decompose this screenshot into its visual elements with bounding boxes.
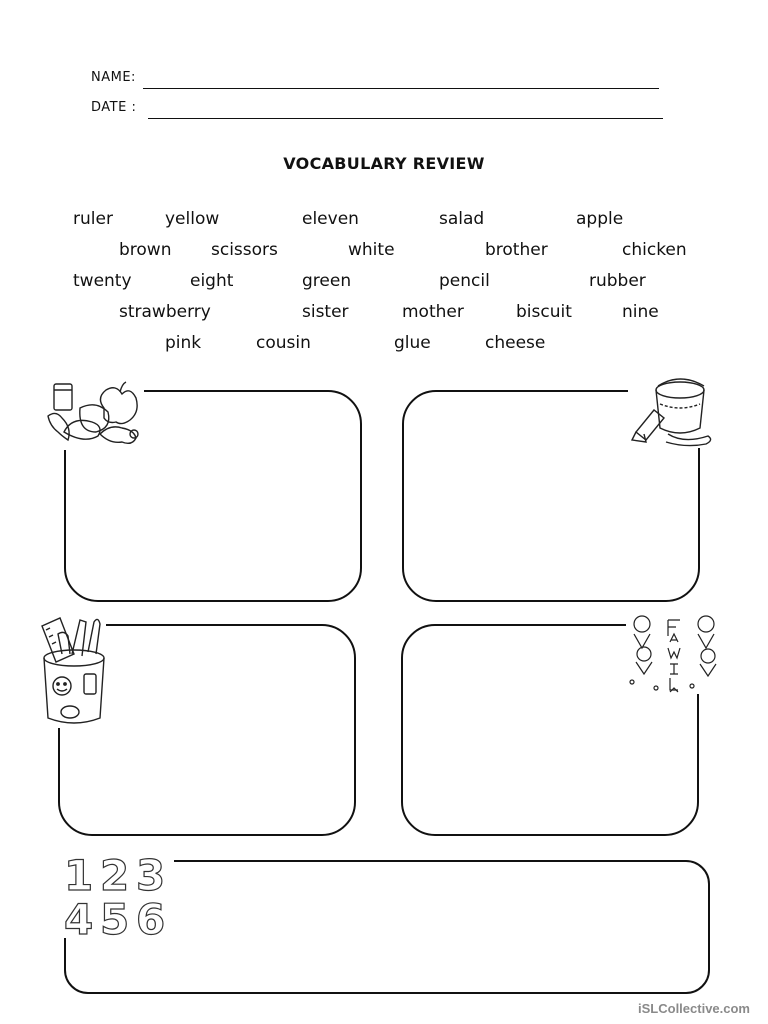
word: salad bbox=[439, 209, 485, 229]
word: green bbox=[302, 271, 352, 291]
word: twenty bbox=[73, 271, 132, 291]
word: cousin bbox=[256, 333, 311, 353]
name-label: NAME: bbox=[91, 70, 136, 85]
watermark: iSLCollective.com bbox=[638, 1001, 750, 1016]
family-clipart-icon bbox=[626, 612, 722, 694]
number-6: 6 bbox=[136, 895, 166, 938]
word: glue bbox=[394, 333, 431, 353]
word: yellow bbox=[165, 209, 220, 229]
word: chicken bbox=[622, 240, 687, 260]
number-1: 1 bbox=[64, 851, 94, 900]
date-line bbox=[148, 118, 663, 119]
numbers-clipart bbox=[64, 850, 174, 938]
word: biscuit bbox=[516, 302, 572, 322]
word: nine bbox=[622, 302, 659, 322]
word: eight bbox=[190, 271, 234, 291]
word: apple bbox=[576, 209, 624, 229]
word: pencil bbox=[439, 271, 490, 291]
date-label: DATE : bbox=[91, 100, 137, 115]
food-clipart-icon bbox=[44, 378, 144, 450]
word: cheese bbox=[485, 333, 546, 353]
word: eleven bbox=[302, 209, 359, 229]
number-4: 4 bbox=[64, 895, 94, 938]
word: white bbox=[348, 240, 395, 260]
word: scissors bbox=[211, 240, 278, 260]
word: rubber bbox=[589, 271, 646, 291]
paint-bucket-icon bbox=[628, 374, 718, 448]
number-2: 2 bbox=[100, 851, 130, 900]
word: brother bbox=[485, 240, 548, 260]
page-title: VOCABULARY REVIEW bbox=[283, 154, 485, 173]
word: mother bbox=[402, 302, 464, 322]
date-field[interactable] bbox=[91, 100, 663, 122]
word: ruler bbox=[73, 209, 113, 229]
number-3: 3 bbox=[136, 851, 166, 900]
word: strawberry bbox=[119, 302, 211, 322]
name-line bbox=[143, 88, 659, 89]
word: sister bbox=[302, 302, 349, 322]
word: pink bbox=[165, 333, 202, 353]
word: brown bbox=[119, 240, 172, 260]
pencil-cup-icon bbox=[40, 612, 106, 728]
name-field[interactable] bbox=[91, 70, 659, 92]
number-5: 5 bbox=[100, 895, 130, 938]
